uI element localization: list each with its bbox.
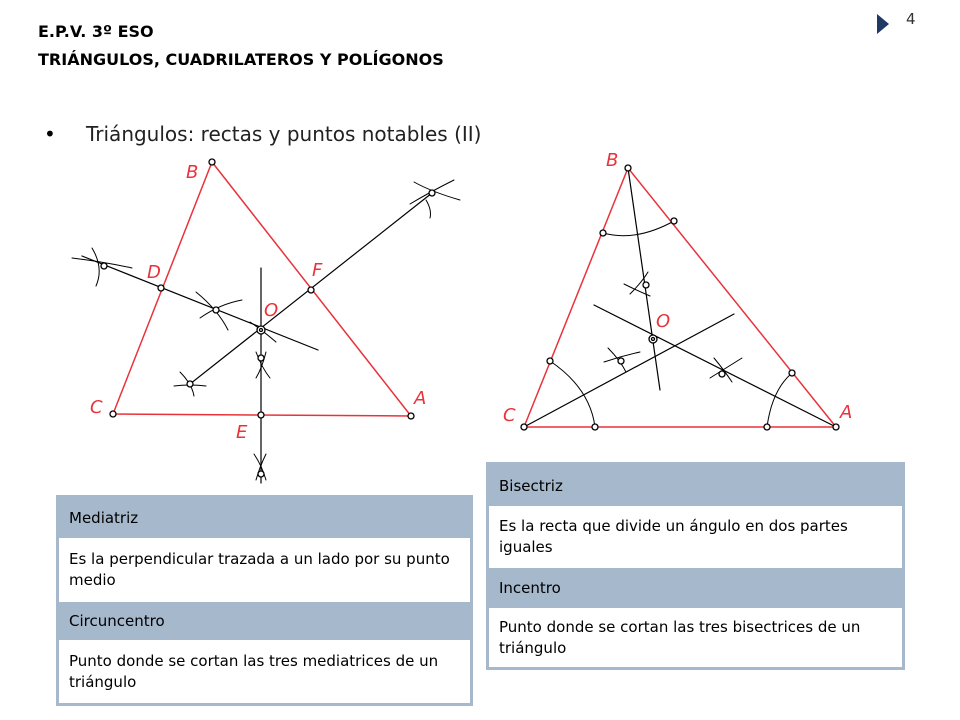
label-D: D [147, 262, 161, 283]
construction-points-right [521, 165, 839, 430]
incentro-heading: Incentro [489, 568, 902, 608]
slide-subtitle: Triángulos: rectas y puntos notables (II) [86, 122, 482, 146]
topic-title: TRIÁNGULOS, CUADRILATEROS Y POLÍGONOS [38, 50, 444, 69]
mediatriz-heading: Mediatriz [59, 498, 470, 538]
vertex-labels-right [503, 150, 852, 426]
circuncentro-heading: Circuncentro [59, 602, 470, 640]
course-title: E.P.V. 3º ESO [38, 22, 154, 41]
label-B-right: B [606, 150, 619, 171]
bisectriz-definition-box [486, 462, 905, 670]
perpendicular-bisectors [82, 193, 432, 483]
bisector-arcs [550, 221, 792, 427]
bisectriz-diagram [503, 150, 852, 430]
angle-bisectors [524, 168, 836, 427]
label-A-left: A [414, 388, 427, 409]
vertex-labels-left [90, 162, 426, 443]
bullet: • [44, 122, 56, 146]
triangle-right [524, 168, 836, 427]
bisectriz-text: Es la recta que divide un ángulo en dos partes iguales [499, 517, 848, 556]
page-number: 4 [906, 10, 916, 28]
incentro-text: Punto donde se cortan las tres bisectrices de un triángulo [499, 617, 861, 657]
label-O-right: O [656, 311, 671, 332]
label-O-left: O [264, 300, 279, 321]
label-C-right: C [503, 405, 516, 426]
label-C-left: C [90, 397, 103, 418]
label-A-right: A [840, 402, 853, 423]
bisectriz-heading: Bisectriz [489, 465, 902, 506]
mediatriz-definition-box [56, 495, 473, 706]
label-B-left: B [186, 162, 199, 183]
label-E: E [236, 422, 248, 443]
mediatriz-diagram [72, 159, 460, 483]
circuncentro-text: Punto donde se cortan las tres mediatrices de un triángulo [69, 651, 439, 691]
label-F: F [312, 260, 323, 281]
compass-arcs [72, 180, 460, 480]
mediatriz-text: Es la perpendicular trazada a un lado por su punto medio [69, 550, 450, 589]
